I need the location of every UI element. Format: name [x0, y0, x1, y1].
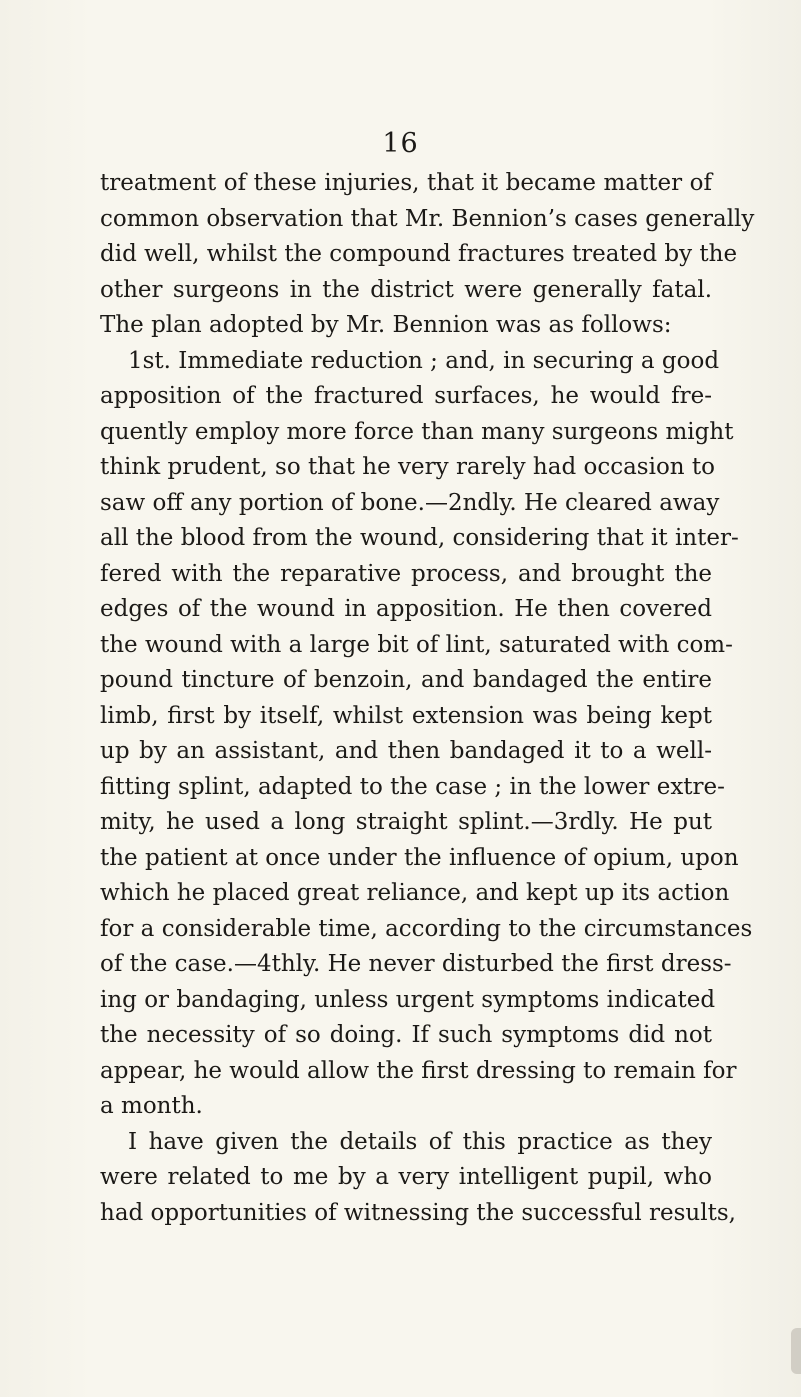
text-line: fitting splint, adapted to the case ; in the lower extre- — [100, 773, 725, 800]
text-line: the wound with a large bit of lint, saturated with com- — [100, 631, 733, 658]
text-line: limb, first by itself, whilst extension was being kept — [100, 702, 712, 729]
text-line: up by an assistant, and then bandaged it to a well- — [100, 738, 712, 764]
body-text — [100, 166, 755, 1231]
text-line: all the blood from the wound, considering that it inter- — [100, 525, 739, 551]
text-line: were related to me by a very intelligent pupil, who — [100, 1164, 712, 1190]
text-line: 1st. Immediate reduction ; and, in securing a good — [128, 347, 720, 374]
text-line: The plan adopted by Mr. Bennion was as follows: — [100, 312, 672, 338]
text-line: quently employ more force than many surgeons might — [100, 418, 734, 445]
text-line: of the case.—4thly. He never disturbed the first dress- — [100, 951, 732, 977]
text-line: edges of the wound in apposition. He then covered — [100, 596, 712, 622]
text-line: did well, whilst the compound fractures treated by the — [100, 241, 738, 267]
text-line: fered with the reparative process, and brought the — [100, 560, 712, 587]
text-line: apposition of the fractured surfaces, he would fre- — [100, 383, 712, 409]
text-line: a month. — [100, 1093, 203, 1119]
text-line: other surgeons in the district were generally fatal. — [100, 276, 712, 303]
text-line: mity, he used a long straight splint.—3rdly. He put — [100, 809, 712, 835]
text-line: ing or bandaging, unless urgent symptoms indicated — [100, 986, 716, 1013]
page-number: 16 — [382, 128, 419, 159]
text-line: treatment of these injuries, that it became matter of — [100, 170, 712, 196]
text-line: the patient at once under the influence of opium, upon — [100, 844, 739, 871]
text-line: common observation that Mr. Bennion’s cases generally — [100, 205, 755, 232]
page-edge-mark — [791, 1328, 801, 1374]
text-line: for a considerable time, according to the circumstances — [100, 915, 753, 942]
text-line: think prudent, so that he very rarely had occasion to — [100, 454, 716, 480]
text-line: which he placed great reliance, and kept up its action — [100, 880, 730, 906]
text-line: I have given the details of this practice as they — [128, 1128, 712, 1155]
text-line: pound tincture of benzoin, and bandaged the entire — [100, 667, 712, 693]
text-line: saw off any portion of bone.—2ndly. He cleared away — [100, 489, 720, 516]
text-line: appear, he would allow the first dressing to remain for — [100, 1057, 737, 1084]
text-line: had opportunities of witnessing the successful results, — [100, 1199, 736, 1226]
text-line: the necessity of so doing. If such symptoms did not — [100, 1022, 712, 1048]
